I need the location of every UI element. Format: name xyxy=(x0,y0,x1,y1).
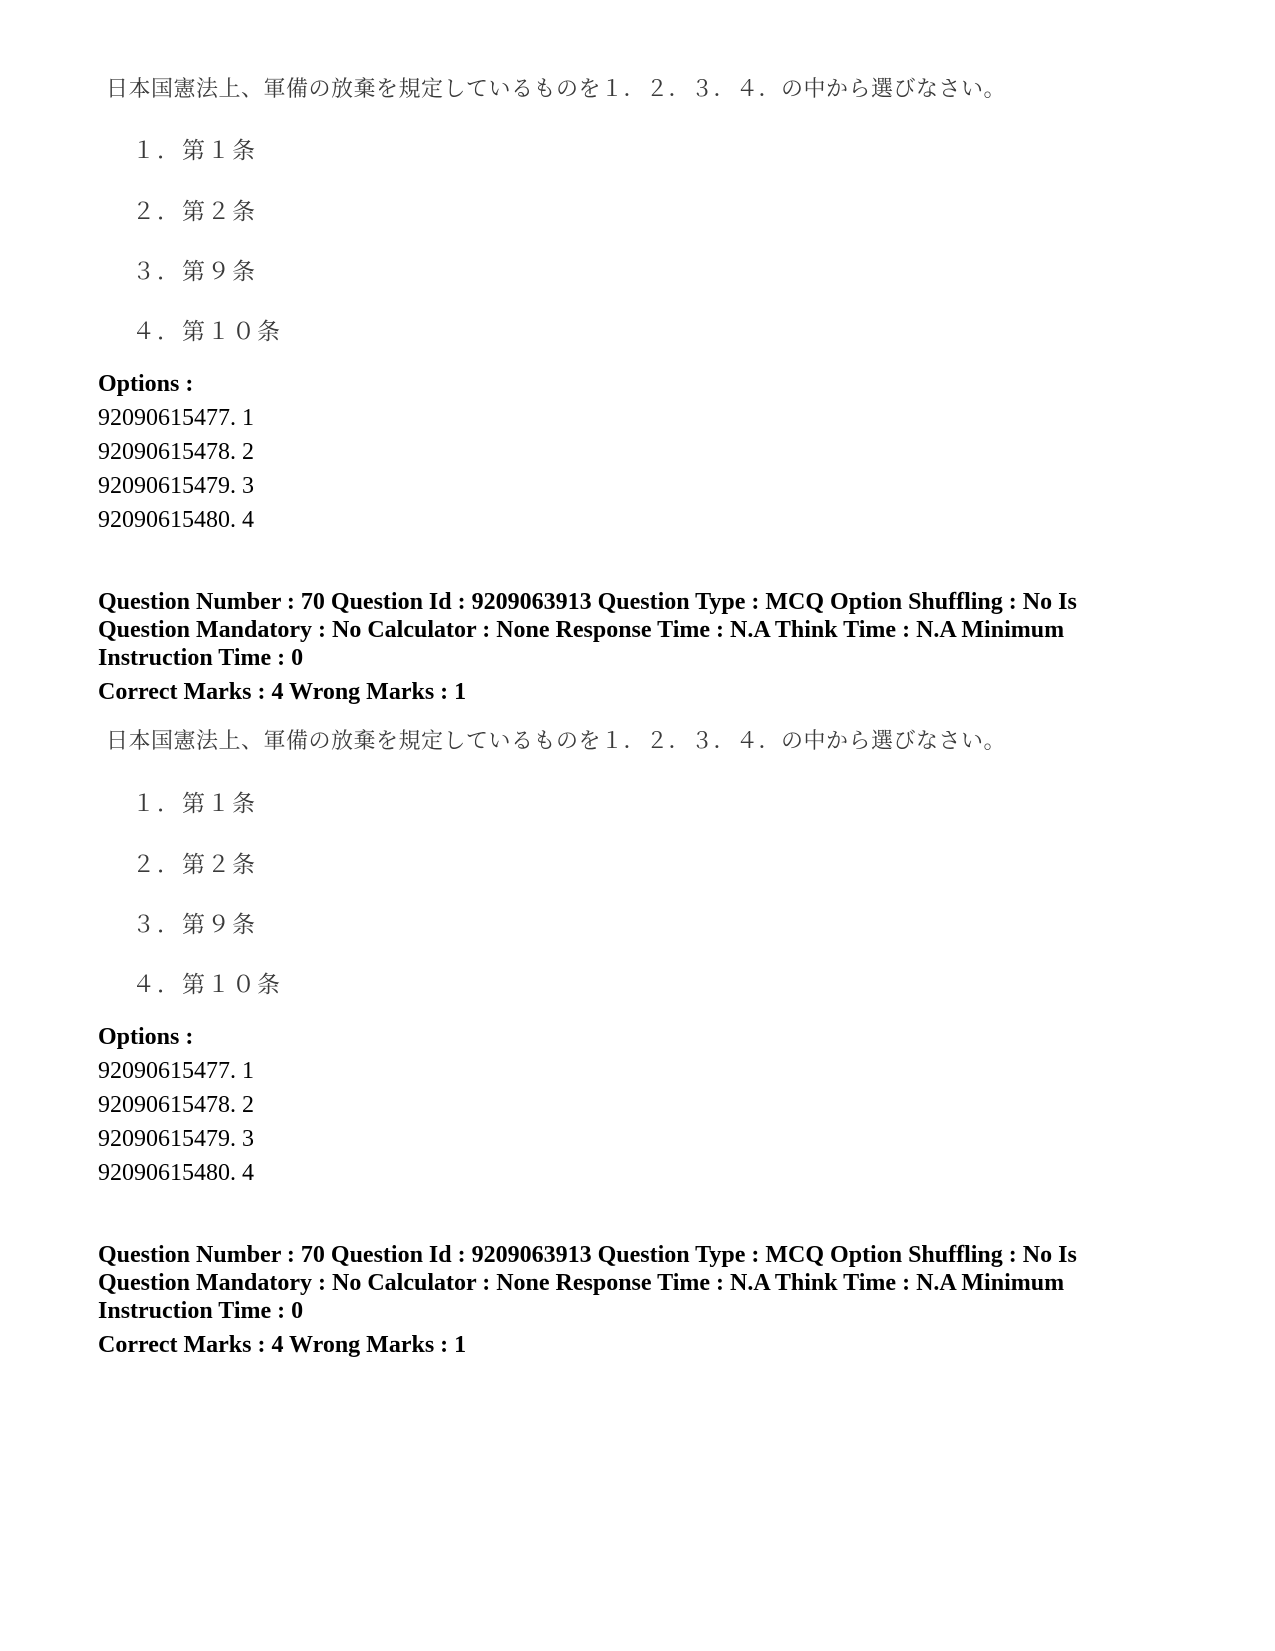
choice-item: ４．第１０条 xyxy=(132,972,282,998)
choice-item: ３．第９条 xyxy=(132,259,257,285)
question-meta-line: Question Number : 70 Question Id : 9209063913 Question Type : MCQ Option Shuffling : No Is xyxy=(98,589,1077,615)
option-item: 92090615478. 2 xyxy=(98,439,254,465)
question-meta-line: Question Mandatory : No Calculator : None Response Time : N.A Think Time : N.A Minimum xyxy=(98,1270,1065,1296)
option-item: 92090615480. 4 xyxy=(98,1160,254,1186)
option-item: 92090615480. 4 xyxy=(98,507,254,533)
question-text: 日本国憲法上、軍備の放棄を規定しているものを１．２．３．４．の中から選びなさい。 xyxy=(106,729,1007,754)
choice-item: １．第１条 xyxy=(132,138,257,164)
option-item: 92090615478. 2 xyxy=(98,1092,254,1118)
option-item: 92090615479. 3 xyxy=(98,473,254,499)
choice-item: ２．第２条 xyxy=(132,199,257,225)
question-meta-line: Question Mandatory : No Calculator : None Response Time : N.A Think Time : N.A Minimum xyxy=(98,617,1065,643)
option-item: 92090615477. 1 xyxy=(98,405,254,431)
option-item: 92090615479. 3 xyxy=(98,1126,254,1152)
choice-item: ２．第２条 xyxy=(132,852,257,878)
choice-item: ４．第１０条 xyxy=(132,319,282,345)
choice-item: ３．第９条 xyxy=(132,912,257,938)
option-item: 92090615477. 1 xyxy=(98,1058,254,1084)
question-meta-line: Question Number : 70 Question Id : 9209063913 Question Type : MCQ Option Shuffling : No Is xyxy=(98,1242,1077,1268)
marks-line: Correct Marks : 4 Wrong Marks : 1 xyxy=(98,1332,467,1358)
marks-line: Correct Marks : 4 Wrong Marks : 1 xyxy=(98,679,467,705)
question-meta-line: Instruction Time : 0 xyxy=(98,1298,304,1324)
choice-item: １．第１条 xyxy=(132,791,257,817)
options-heading: Options : xyxy=(98,1024,194,1050)
question-meta-line: Instruction Time : 0 xyxy=(98,645,304,671)
options-heading: Options : xyxy=(98,371,194,397)
question-text: 日本国憲法上、軍備の放棄を規定しているものを１．２．３．４．の中から選びなさい。 xyxy=(106,77,1007,102)
